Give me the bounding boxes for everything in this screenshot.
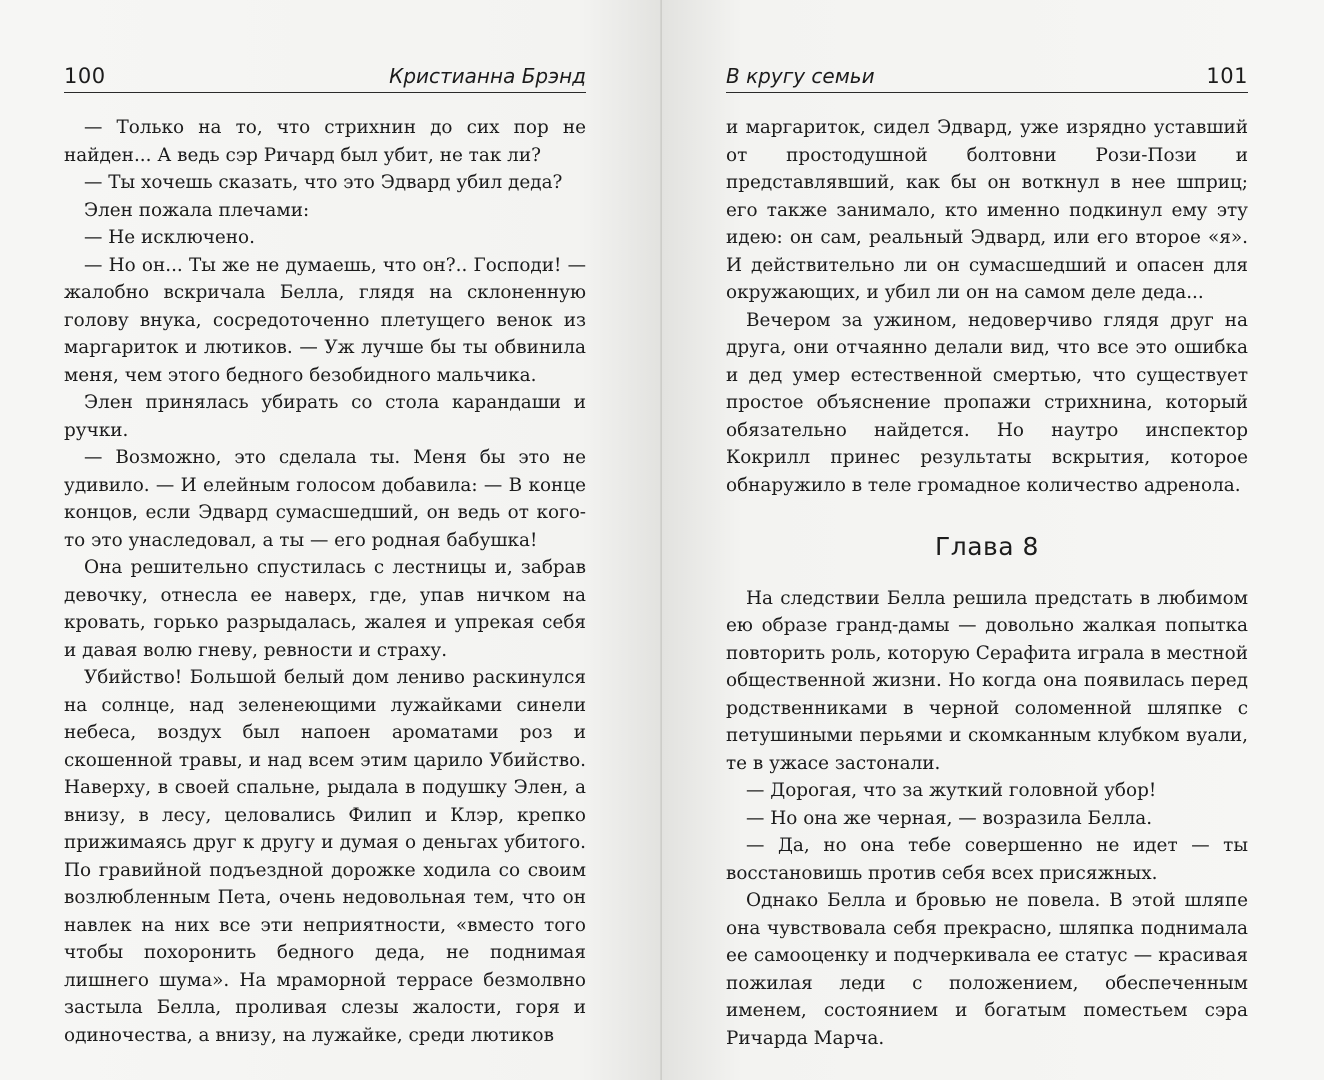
left-running-head bbox=[64, 0, 586, 96]
paragraph: Она решительно спустилась с лестницы и, забрав девочку, отнесла ее наверх, где, упав ничком на кровать, горько разрыдалась, жалея и упрекая себя и давая волю гневу, ревности и страху. bbox=[64, 557, 586, 661]
paragraph: — Ты хочешь сказать, что это Эдвард убил деда? bbox=[84, 172, 563, 193]
paragraph: На следствии Белла решила предстать в любимом ею образе гранд-дамы — довольно жалкая попытка повторить роль, которую Серафита играла в местной общественной жизни. Но когда она появилась перед родственниками в черной соломенной шляпке с петушиными перьями и скомканным клубком вуали, те в ужасе застонали. bbox=[726, 587, 1248, 774]
paragraph: — Дорогая, что за жуткий головной убор! bbox=[746, 780, 1157, 801]
paragraph: Вечером за ужином, недоверчиво глядя друг на друга, они отчаянно делали вид, что все это ошибка и дед умер естественной смертью, что существует простое объяснение пропажи стрихнина, который обязательно найдется. Но наутро инспектор Кокрилл принес результаты вскрытия, которое обнаружило в теле громадное количество адренола. bbox=[726, 309, 1248, 496]
page-number-right: 101 bbox=[1206, 64, 1248, 88]
right-page bbox=[662, 0, 1324, 1080]
paragraph: Убийство! Большой белый дом лениво раскинулся на солнце, над зеленеющими лужайками синели небеса, воздух был напоен ароматами роз и скошенной травы, и над всем этим царило Убийство. Наверху, в своей спальне, рыдала в подушку Элен, а внизу, в лесу, целовались Филип и Клэр, крепко прижимаясь друг к другу и думая о деньгах убитого. По гравийной подъездной дорожке ходила со своим возлюбленным Пета, очень недовольная тем, что он навлек на них все эти неприятности, «вместо того чтобы похоронить бедного деда, не поднимая лишнего шума». На мраморной террасе безмолвно застыла Белла, проливая слезы жалости, горя и одиночества, а внизу, на лужайке, среди лютиков bbox=[64, 667, 586, 1046]
paragraph-continuation: и маргариток, сидел Эдвард, уже изрядно уставший от простодушной болтовни Рози-Пози и представлявший, как бы он воткнул в нее шприц; его также занимало, кто именно подкинул ему эту идею: он сам, реальный Эдвард, или его второе «я». И действительно ли он сумасшедший и опасен для окружающих, и убил ли он на самом деле деда... bbox=[726, 117, 1248, 303]
paragraph: — Но она же черная, — возразила Белла. bbox=[746, 807, 1153, 829]
paragraph: Элен принялась убирать со стола карандаши и ручки. bbox=[64, 392, 586, 441]
right-running-head bbox=[726, 0, 1248, 96]
right-page-text bbox=[726, 114, 1248, 1052]
page-number-left: 100 bbox=[64, 64, 106, 88]
paragraph: — Возможно, это сделала ты. Меня бы это не удивило. — И елейным голосом добавила: — В конце концов, если Эдвард сумасшедший, он ведь от кого-то это унаследовал, а ты — его родная бабушка! bbox=[64, 447, 586, 551]
header-rule bbox=[726, 92, 1248, 93]
book-title: В кругу семьи bbox=[726, 64, 875, 88]
left-page-text bbox=[64, 114, 586, 1049]
paragraph: — Не исключено. bbox=[84, 227, 255, 248]
paragraph: — Только на то, что стрихнин до сих пор не найден... А ведь сэр Ричард был убит, не так ли? bbox=[64, 117, 586, 166]
header-rule bbox=[64, 92, 586, 93]
chapter-heading: Глава 8 bbox=[935, 532, 1039, 561]
paragraph: Однако Белла и бровью не повела. В этой шляпе она чувствовала себя прекрасно, шляпка поднимала ее самооценку и подчеркивала ее статус — красивая пожилая леди с положением, обеспеченным именем, состоянием и богатым поместьем сэра Ричарда Марча. bbox=[726, 890, 1248, 1049]
paragraph: — Но он... Ты же не думаешь, что он?.. Господи! — жалобно вскричала Белла, глядя на склоненную голову внука, сосредоточенно плетущего венок из маргариток и лютиков. — Уж лучше бы ты обвинила меня, чем этого бедного безобидного мальчика. bbox=[64, 254, 586, 386]
paragraph: — Да, но она тебе совершенно не идет — ты восстановишь против себя всех присяжных. bbox=[726, 835, 1248, 884]
paragraph: Элен пожала плечами: bbox=[84, 199, 310, 221]
author-name: Кристианна Брэнд bbox=[389, 64, 586, 88]
